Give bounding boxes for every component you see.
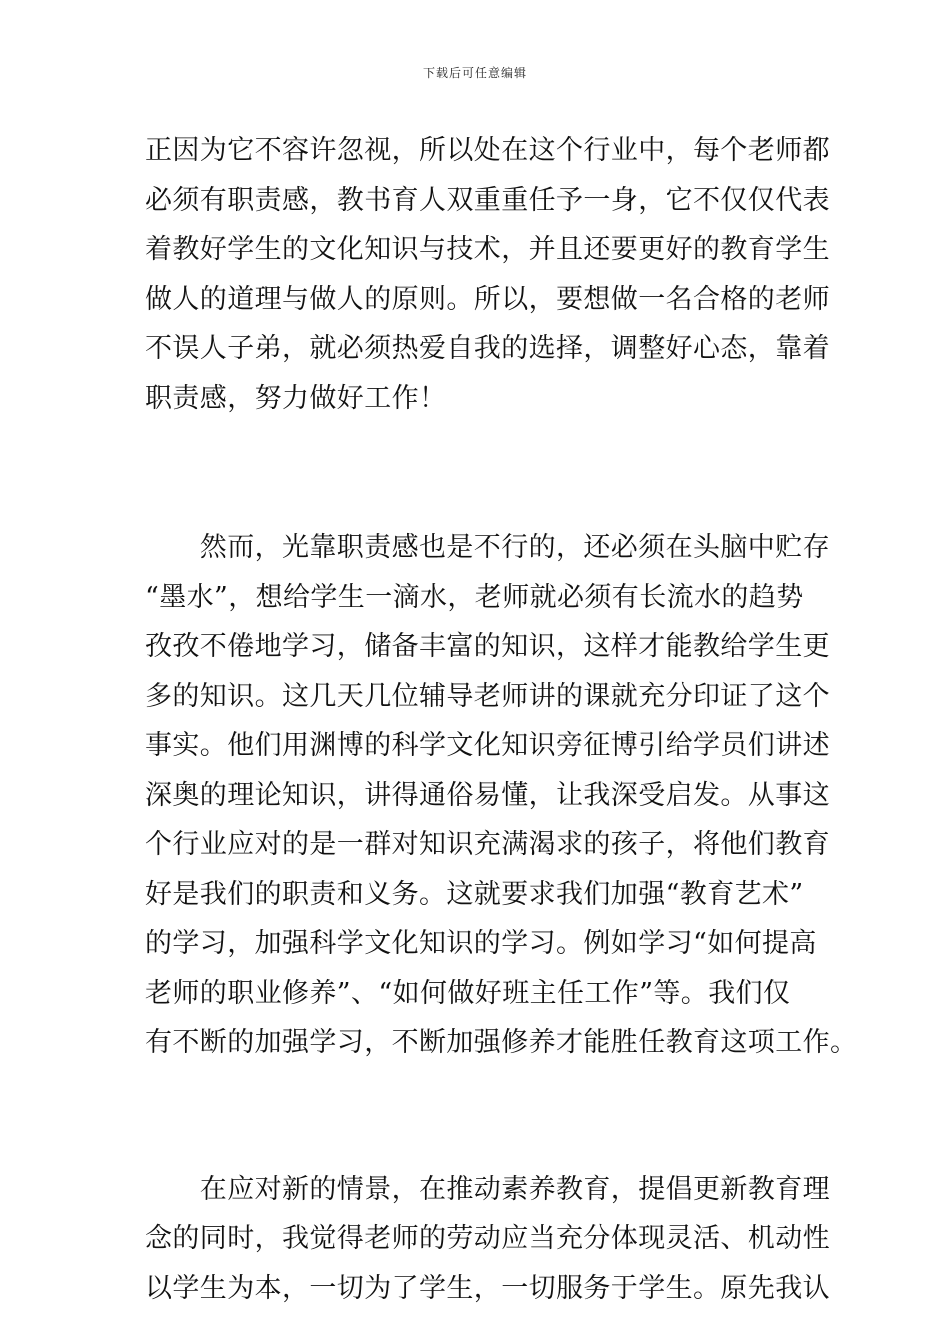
document-body	[145, 126, 858, 1313]
text-line: 在应对新的情景，在推动素养教育，提倡更新教育理	[145, 1173, 830, 1205]
text-line: 必须有职责感，教书育人双重重任予一身，它不仅仅代表	[145, 184, 830, 216]
text-line: 有不断的加强学习，不断加强修养才能胜任教育这项工作。	[145, 1027, 858, 1058]
text-line: “墨水”，想给学生一滴水，老师就必须有长流水的趋势	[145, 581, 804, 613]
text-line: 个行业应对的是一群对知识充满渴求的孩子，将他们教育	[145, 829, 830, 860]
page-header-note: 下载后可任意编辑	[422, 66, 527, 80]
paragraph-3	[145, 1165, 830, 1314]
text-line: 以学生为本，一切为了学生，一切服务于学生。原先我认	[145, 1272, 830, 1304]
text-line: 不误人子弟，就必须热爱自我的选择，调整好心态，靠着	[145, 333, 830, 364]
paragraph-spacer	[145, 423, 815, 523]
text-line: 事实。他们用渊博的科学文化知识旁征博引给学员们讲述	[145, 730, 830, 761]
text-line: 老师的职业修养”、“如何做好班主任工作”等。我们仅	[145, 977, 791, 1009]
text-line: 着教好学生的文化知识与技术，并且还要更好的教育学生	[145, 234, 830, 265]
paragraph-spacer	[145, 1068, 815, 1165]
paragraph-1	[145, 126, 830, 423]
text-line: 职责感，努力做好工作！	[145, 382, 447, 414]
text-line: 念的同时，我觉得老师的劳动应当充分体现灵活、机动性	[145, 1223, 830, 1254]
text-line: 多的知识。这几天几位辅导老师讲的课就充分印证了这个	[145, 680, 830, 712]
text-line: 好是我们的职责和义务。这就要求我们加强“教育艺术”	[145, 878, 804, 910]
text-line: 孜孜不倦地学习，储备丰富的知识，这样才能教给学生更	[145, 631, 830, 662]
paragraph-2	[145, 523, 858, 1068]
text-line: 的学习，加强科学文化知识的学习。例如学习“如何提高	[145, 928, 817, 959]
text-line: 然而，光靠职责感也是不行的，还必须在头脑中贮存	[145, 532, 830, 563]
text-line: 做人的道理与做人的原则。所以，要想做一名合格的老师	[145, 283, 830, 315]
text-line: 深奥的理论知识，讲得通俗易懂，让我深受启发。从事这	[145, 779, 830, 811]
text-line: 正因为它不容许忽视，所以处在这个行业中，每个老师都	[145, 135, 830, 166]
